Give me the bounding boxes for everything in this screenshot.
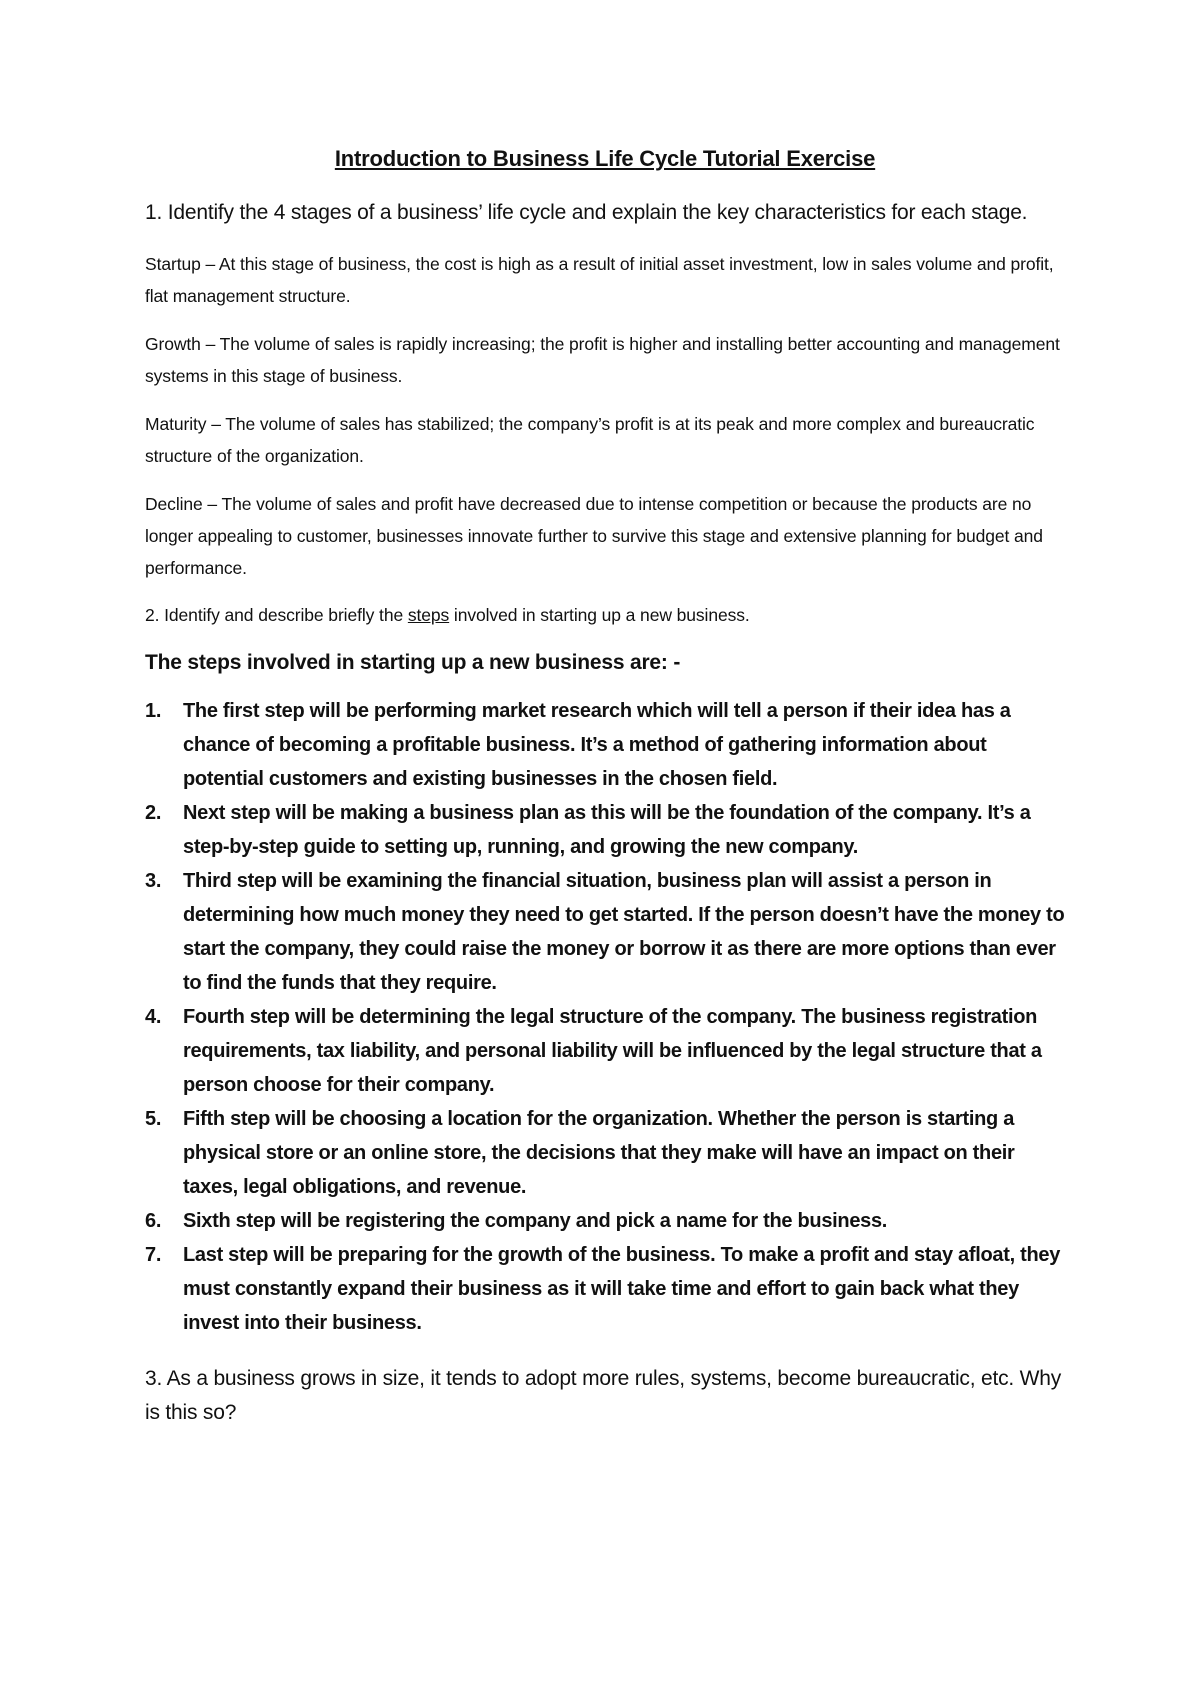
- step-text: Third step will be examining the financial situation, business plan will assist a person in determining how much money they need to get started. If the person doesn’t have the money to start the company, they could raise the money or borrow it as there are more options than ever to find the funds that they require.: [183, 869, 1065, 994]
- step-text: The first step will be performing market research which will tell a person if their idea has a chance of becoming a profitable business. It’s a method of gathering information about potential customers and existing businesses in the chosen field.: [183, 699, 1011, 790]
- step-text: Fourth step will be determining the legal structure of the company. The business registration requirements, tax liability, and personal liability will be influenced by the legal structure that a person choose for their company.: [183, 1005, 1042, 1096]
- step-text: Last step will be preparing for the growth of the business. To make a profit and stay afloat, they must constantly expand their business as it will take time and effort to gain back what they invest into their business.: [183, 1243, 1061, 1334]
- list-item: [145, 694, 1065, 796]
- document-page: [145, 145, 1065, 1430]
- list-item: [145, 796, 1065, 864]
- list-item: [145, 1102, 1065, 1204]
- stage-maturity: Maturity – The volume of sales has stabilized; the company’s profit is at its peak and more complex and bureaucratic structure of the organization.: [145, 413, 1035, 466]
- step-number: 1.: [145, 699, 162, 722]
- list-item: [145, 1238, 1065, 1340]
- list-item: [145, 1204, 1065, 1238]
- stage-growth: Growth – The volume of sales is rapidly increasing; the profit is higher and installing better accounting and management systems in this stage of business.: [145, 333, 1060, 386]
- document-title: Introduction to Business Life Cycle Tutorial Exercise: [334, 146, 876, 171]
- step-number: 7.: [145, 1243, 162, 1266]
- list-item: [145, 1000, 1065, 1102]
- step-text: Fifth step will be choosing a location for the organization. Whether the person is starting a physical store or an online store, the decisions that they make will have an impact on their taxes, legal obligations, and revenue.: [183, 1107, 1015, 1198]
- step-number: 2.: [145, 801, 162, 824]
- step-text: Next step will be making a business plan as this will be the foundation of the company. It’s a step-by-step guide to setting up, running, and growing the new company.: [183, 801, 1031, 858]
- step-number: 5.: [145, 1107, 162, 1130]
- step-number: 3.: [145, 869, 162, 892]
- step-number: 4.: [145, 1005, 162, 1028]
- question-2: [145, 600, 1065, 630]
- question-2-underlined: steps: [407, 604, 450, 625]
- question-1: 1. Identify the 4 stages of a business’ life cycle and explain the key characteristics for each stage.: [145, 200, 1028, 224]
- stage-startup: Startup – At this stage of business, the cost is high as a result of initial asset investment, low in sales volume and profit, flat management structure.: [145, 253, 1054, 306]
- question-2-before: 2. Identify and describe briefly the: [145, 604, 408, 625]
- step-number: 6.: [145, 1209, 162, 1232]
- stage-decline: Decline – The volume of sales and profit have decreased due to intense competition or because the products are no longer appealing to customer, businesses innovate further to survive this stage and extensive planning for budget and performance.: [145, 493, 1043, 578]
- list-item: [145, 864, 1065, 1000]
- question-2-after: involved in starting up a new business.: [449, 604, 750, 625]
- step-text: Sixth step will be registering the company and pick a name for the business.: [183, 1209, 888, 1232]
- question-3: 3. As a business grows in size, it tends to adopt more rules, systems, become bureaucratic, etc. Why is this so?: [145, 1366, 1062, 1424]
- steps-list: [145, 694, 1065, 1340]
- steps-intro: The steps involved in starting up a new business are: -: [145, 650, 681, 674]
